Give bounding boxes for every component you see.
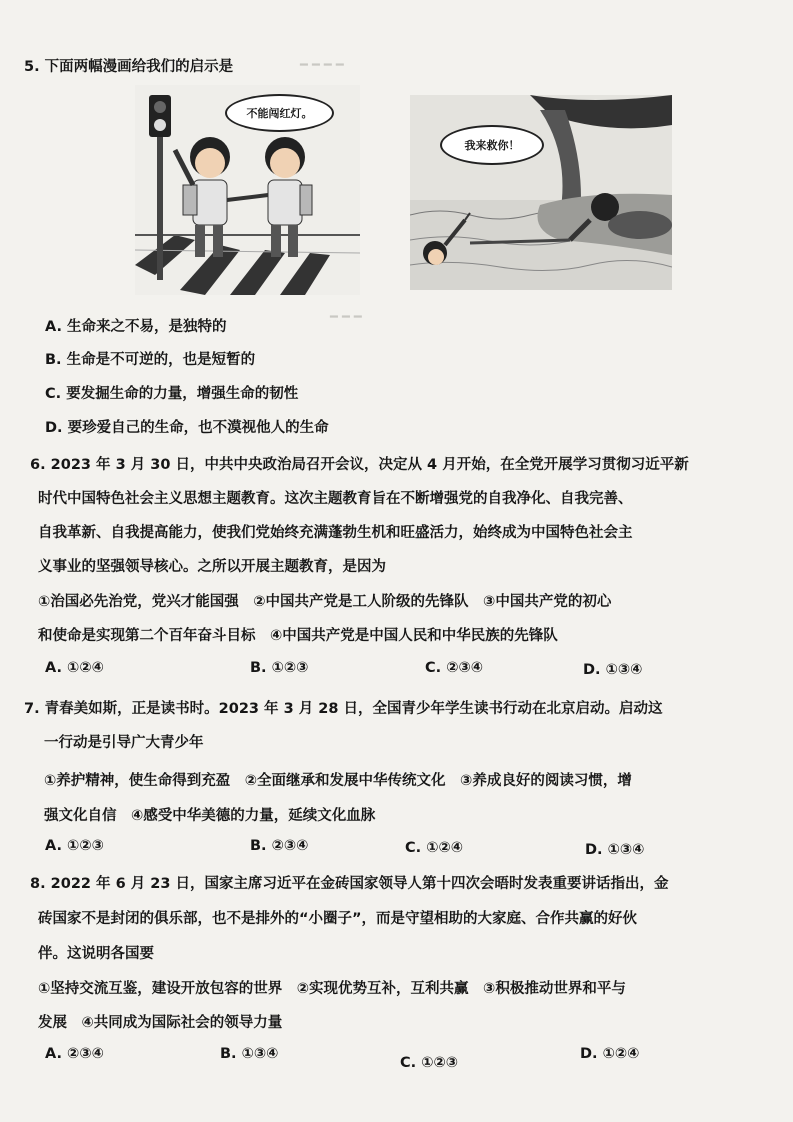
q5-option-c: C. 要发掘生命的力量，增强生命的韧性 — [45, 386, 299, 402]
q7-statements-line-2: 强文化自信 ④感受中华美德的力量，延续文化血脉 — [44, 808, 376, 824]
comic-rescue — [410, 95, 672, 290]
q6-option-b: B. ①②③ — [250, 660, 309, 676]
q5-option-a: A. 生命来之不易，是独特的 — [45, 319, 227, 335]
q7-stem-line-2: 一行动是引导广大青少年 — [44, 735, 204, 751]
q5-option-b: B. 生命是不可逆的，也是短暂的 — [45, 352, 256, 368]
q6-stem-line-2: 时代中国特色社会主义思想主题教育。这次主题教育旨在不断增强党的自我净化、自我完善、 — [38, 491, 633, 507]
q8-option-b: B. ①③④ — [220, 1046, 279, 1062]
q6-stem-line-3: 自我革新、自我提高能力，使我们党始终充满蓬勃生机和旺盛活力，始终成为中国特色社会主 — [38, 525, 633, 541]
q8-option-d: D. ①②④ — [580, 1046, 640, 1062]
comic-left-speech-bubble: 不能闯红灯。 — [225, 94, 334, 132]
q8-stem-line-1: 8. 2022 年 6 月 23 日，国家主席习近平在金砖国家领导人第十四次会晤时发表重要讲话指出，金 — [30, 876, 669, 892]
q7-stem-line-1: 7. 青春美如斯，正是读书时。2023 年 3 月 28 日，全国青少年学生读书行动在北京启动。启动这 — [24, 701, 663, 717]
rescue-illustration — [410, 95, 672, 290]
q8-option-c: C. ①②③ — [400, 1055, 459, 1071]
q8-stem-line-2: 砖国家不是封闭的俱乐部，也不是排外的“小圈子”，而是守望相助的大家庭、合作共赢的好伙 — [38, 911, 638, 927]
q7-option-a: A. ①②③ — [45, 838, 104, 854]
q6-stem-line-4: 义事业的坚强领导核心。之所以开展主题教育，是因为 — [38, 559, 386, 575]
comic-right-speech-bubble: 我来救你！ — [440, 125, 544, 165]
q8-option-a: A. ②③④ — [45, 1046, 104, 1062]
q8-stem-line-3: 伴。这说明各国要 — [38, 946, 154, 962]
q6-statements-line-1: ①治国必先治党，党兴才能国强 ②中国共产党是工人阶级的先锋队 ③中国共产党的初心 — [38, 594, 612, 610]
q7-option-b: B. ②③④ — [250, 838, 309, 854]
q6-stem-line-1: 6. 2023 年 3 月 30 日，中共中央政治局召开会议，决定从 4 月开始，在全党开展学习贯彻习近平新 — [30, 457, 689, 473]
q7-statements-line-1: ①养护精神，使生命得到充盈 ②全面继承和发展中华传统文化 ③养成良好的阅读习惯，增 — [44, 773, 632, 789]
q6-statements-line-2: 和使命是实现第二个百年奋斗目标 ④中国共产党是中国人民和中华民族的先锋队 — [38, 628, 558, 644]
q8-statements-line-2: 发展 ④共同成为国际社会的领导力量 — [38, 1015, 283, 1031]
q6-option-a: A. ①②④ — [45, 660, 104, 676]
q5-option-d: D. 要珍爱自己的生命，也不漠视他人的生命 — [45, 420, 329, 436]
q7-option-d: D. ①③④ — [585, 842, 645, 858]
q6-option-c: C. ②③④ — [425, 660, 484, 676]
q5-stem: 5. 下面两幅漫画给我们的启示是 — [24, 59, 234, 75]
q6-option-d: D. ①③④ — [583, 662, 643, 678]
q8-statements-line-1: ①坚持交流互鉴，建设开放包容的世界 ②实现优势互补，互利共赢 ③积极推动世界和平与 — [38, 981, 626, 997]
bleed-through-text: ━ ━ ━ — [330, 310, 362, 325]
q7-option-c: C. ①②④ — [405, 840, 464, 856]
bleed-through-text: ━ ━ ━ ━ — [300, 58, 344, 73]
